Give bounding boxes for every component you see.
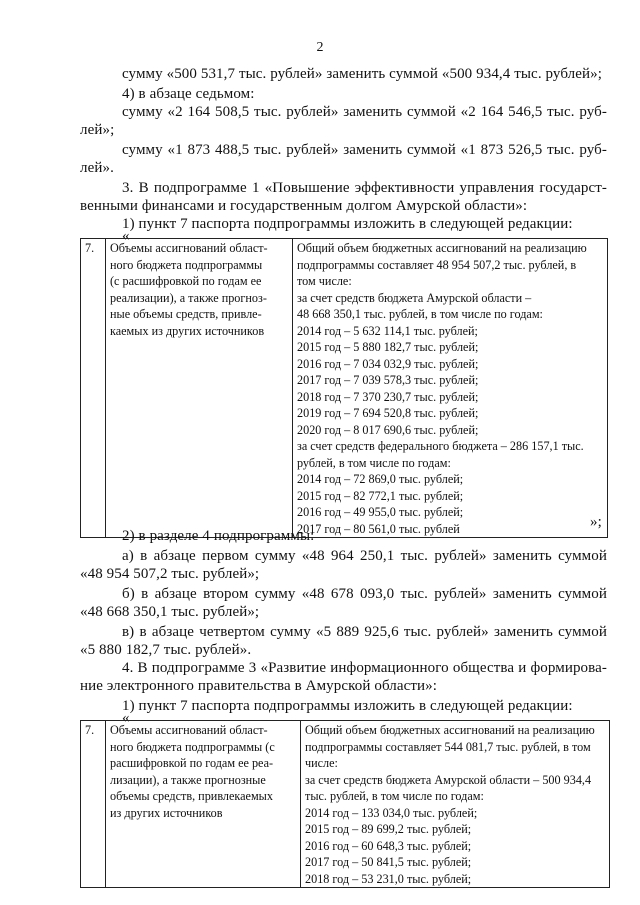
cell-line: расшифровкой по годам ее реа- [110,756,274,770]
cell-line: числе: [305,756,338,770]
row-number: 7. [85,241,95,255]
text-line: 4) в абзаце седьмом: [122,86,255,102]
passport-table-1 [80,238,608,538]
text-line: лей». [80,160,114,176]
text-line: б) в абзаце втором сумму «48 678 093,0 тыс. рублей» заменить суммой [122,586,607,602]
table-row [81,239,608,538]
cell-line: 2019 год – 7 694 520,8 тыс. рублей; [297,406,479,420]
cell-line: ного бюджета подпрограммы [110,257,263,272]
cell-line: 48 668 350,1 тыс. рублей, в том числе по годам: [297,307,543,321]
cell-line: Объемы ассигнований област- [110,723,268,737]
cell-line: 2015 год – 82 772,1 тыс. рублей; [297,488,464,503]
table-row [81,721,610,888]
cell-line: 2014 год – 133 034,0 тыс. рублей; [305,805,478,820]
text-line: сумму «500 531,7 тыс. рублей» заменить суммой «500 934,4 тыс. рублей»; [122,66,603,82]
text-line: 2) в разделе 4 подпрограммы: [122,528,315,544]
row-number-cell [81,721,106,888]
cell-line: (с расшифровкой по годам ее [110,274,262,288]
cell-line: лизации), а также прогнозные [110,772,266,787]
text-line: «5 880 182,7 тыс. рублей». [80,642,252,658]
text-line: венными финансами и государственным долгом Амурской области»: [80,198,528,214]
cell-line: ного бюджета подпрограммы (с [110,739,275,754]
cell-line: реализации), а также прогноз- [110,290,267,305]
cell-line: 2017 год – 50 841,5 тыс. рублей; [305,855,472,869]
value-cell [301,721,610,888]
cell-line: каемых из других источников [110,323,265,338]
cell-line: из других источников [110,805,223,820]
cell-line: подпрограммы составляет 48 954 507,2 тыс. рублей, в [297,257,577,272]
cell-line: объемы средств, привлекаемых [110,789,273,803]
text-line: 1) пункт 7 паспорта подпрограммы изложить в следующей редакции: [122,698,573,714]
row-number-cell [81,239,106,538]
cell-line: 2017 год – 80 561,0 тыс. рублей [297,521,460,536]
description-cell [106,721,301,888]
cell-line: 2020 год – 8 017 690,6 тыс. рублей; [297,422,479,437]
cell-line: 2014 год – 72 869,0 тыс. рублей; [297,472,464,486]
cell-line: ные объемы средств, привле- [110,307,262,321]
passport-table-2 [80,720,610,888]
cell-line: Общий объем бюджетных ассигнований на реализацию [297,241,587,255]
description-cell [106,239,293,538]
cell-line: Объемы ассигнований област- [110,241,268,255]
text-line: ние электронного правительства в Амурской области»: [80,678,438,694]
value-cell [293,239,608,538]
cell-line: 2018 год – 53 231,0 тыс. рублей; [305,871,472,886]
cell-line: рублей, в том числе по годам: [297,455,451,470]
open-quote: « [122,228,130,244]
text-line: «48 954 507,2 тыс. рублей»; [80,566,260,582]
cell-line: том числе: [297,274,352,288]
page-number: 2 [316,40,324,55]
cell-line: подпрограммы составляет 544 081,7 тыс. рублей, в том [305,739,591,754]
cell-line: 2014 год – 5 632 114,1 тыс. рублей; [297,323,478,338]
text-line: 1) пункт 7 паспорта подпрограммы изложить в следующей редакции: [122,216,573,232]
cell-line: 2017 год – 7 039 578,3 тыс. рублей; [297,373,479,387]
cell-line: за счет средств бюджета Амурской области – [297,290,532,305]
text-line: 4. В подпрограмме 3 «Развитие информационного общества и формирова- [122,660,607,676]
cell-line: 2016 год – 7 034 032,9 тыс. рублей; [297,356,479,371]
text-line: 3. В подпрограмме 1 «Повышение эффективности управления государст- [122,180,607,196]
text-line: в) в абзаце четвертом сумму «5 889 925,6 тыс. рублей» заменить суммой [122,624,607,640]
text-line: лей»; [80,122,115,138]
open-quote: « [122,710,130,726]
cell-line: за счет средств бюджета Амурской области – 500 934,4 [305,772,592,787]
cell-line: 2018 год – 7 370 230,7 тыс. рублей; [297,389,479,404]
text-line: а) в абзаце первом сумму «48 964 250,1 тыс. рублей» заменить суммой [122,548,607,564]
close-quote: »; [590,514,602,530]
text-line: сумму «1 873 488,5 тыс. рублей» заменить суммой «1 873 526,5 тыс. руб- [122,142,607,158]
cell-line: 2016 год – 49 955,0 тыс. рублей; [297,505,464,519]
cell-line: 2015 год – 5 880 182,7 тыс. рублей; [297,340,479,354]
cell-line: 2016 год – 60 648,3 тыс. рублей; [305,838,472,853]
row-number: 7. [85,723,95,737]
cell-line: тыс. рублей, в том числе по годам: [305,789,484,803]
text-line: «48 668 350,1 тыс. рублей»; [80,604,260,620]
cell-line: 2015 год – 89 699,2 тыс. рублей; [305,822,472,836]
text-line: сумму «2 164 508,5 тыс. рублей» заменить суммой «2 164 546,5 тыс. руб- [122,104,607,120]
cell-line: за счет средств федерального бюджета – 286 157,1 тыс. [297,439,584,453]
cell-line: Общий объем бюджетных ассигнований на реализацию [305,723,595,737]
